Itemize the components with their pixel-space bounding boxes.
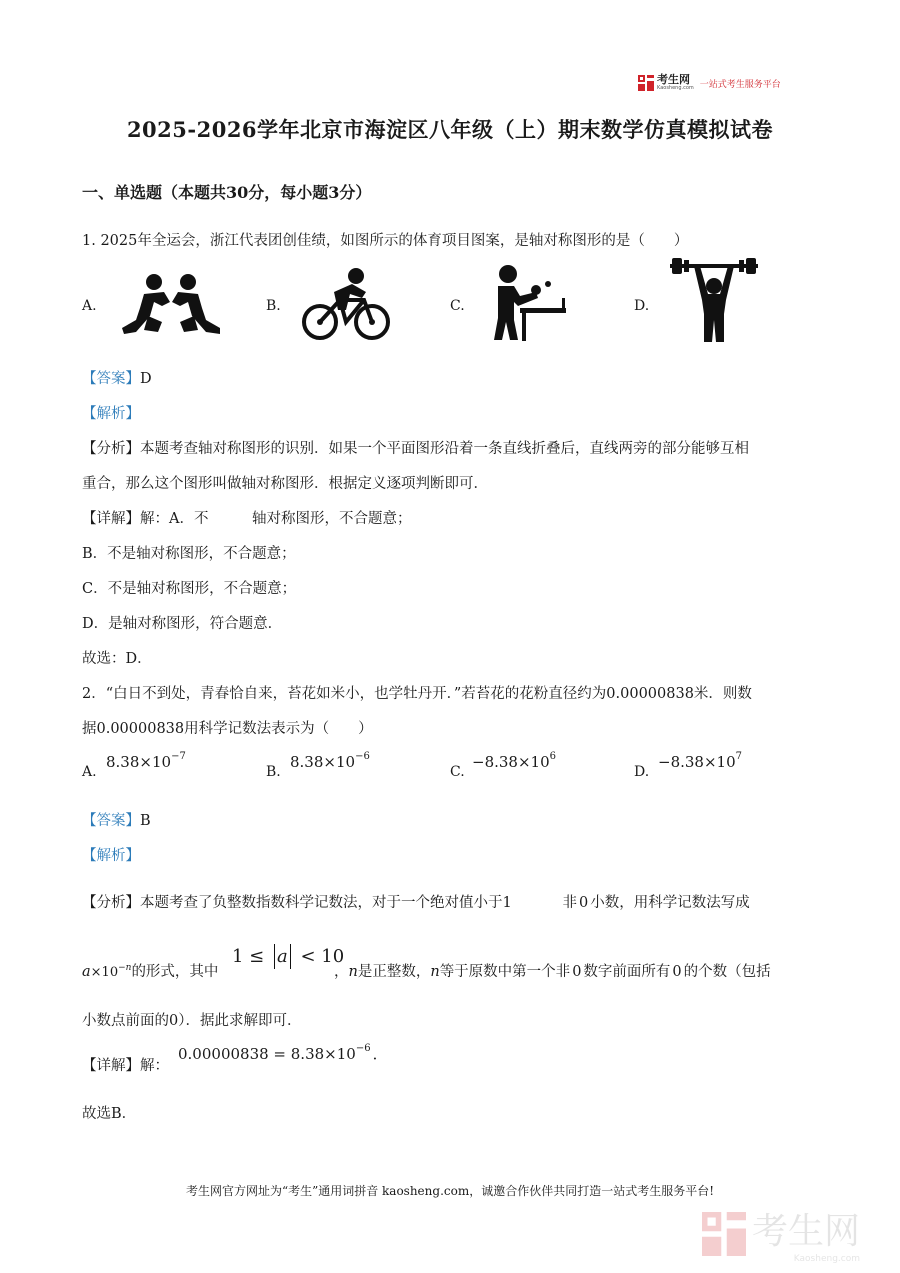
weightlifting-icon bbox=[668, 258, 760, 348]
page-title: 2025-2026学年北京市海淀区八年级（上）期末数学仿真模拟试卷 bbox=[126, 117, 774, 142]
logo-slogan: 一站式考生服务平台 bbox=[699, 79, 781, 90]
q1-detail-line: B．不是轴对称图形，不合题意； bbox=[82, 546, 296, 562]
q2-option-b-value: $8.38\times 10^{-6}$ bbox=[290, 751, 370, 771]
watermark-domain: Kaosheng.com bbox=[793, 1254, 860, 1264]
question-2-stem: 2．“白日不到处，青春恰自来，苔花如米小，也学牡丹开．”若苔花的花粉直径约为0.00000838米．则数 bbox=[82, 686, 752, 702]
q1-detail-line: 【详解】解：A．不 轴对称图形，不合题意； bbox=[82, 511, 412, 527]
kaosheng-logo-icon bbox=[638, 75, 654, 91]
q2-option-c-value: $-8.38\times 10^6$ bbox=[472, 751, 556, 771]
inequality: 1 ≤ a < 10 bbox=[232, 946, 345, 967]
logo-domain: Kaosheng.com bbox=[657, 85, 694, 91]
watermark-logo-icon bbox=[702, 1212, 746, 1256]
q2-analysis-line: $a\times 10^{-n}$的形式，其中 bbox=[82, 963, 219, 980]
q2-option-d-label: D. bbox=[634, 764, 650, 780]
q1-conclusion: 故选：D． bbox=[82, 651, 152, 667]
footer-text: 考生网官方网址为“考生”通用词拼音 kaosheng.com，诚邀合作伙伴共同打造一站式考生服务平台! bbox=[185, 1184, 715, 1198]
watermark bbox=[702, 1203, 860, 1264]
q2-answer bbox=[82, 809, 151, 830]
section-heading: 一、单选题（本题共30分，每小题3分） bbox=[82, 183, 372, 202]
logo-name: 考生网 bbox=[657, 73, 690, 86]
question-2-stem: 据0.00000838用科学记数法表示为（ ） bbox=[82, 721, 373, 737]
q1-detail-line: D．是轴对称图形，符合题意． bbox=[82, 616, 283, 632]
wrestling-icon bbox=[118, 272, 224, 344]
q1-option-a-label: A. bbox=[82, 298, 97, 314]
answer-tag: 【答案】 bbox=[82, 371, 140, 387]
q2-detail-prefix: 【详解】解： bbox=[82, 1058, 169, 1074]
q2-analysis-line: 【分析】本题考查了负整数指数科学记数法，对于一个绝对值小于1 非 0 小数，用科学记数法写成 bbox=[82, 895, 750, 911]
q2-conclusion: 故选B． bbox=[82, 1106, 137, 1122]
answer-value: D bbox=[140, 371, 152, 387]
q1-analysis-line: 重合，那么这个图形叫做轴对称图形．根据定义逐项判断即可． bbox=[82, 476, 488, 492]
q2-analysis-tag: 【解析】 bbox=[82, 848, 140, 864]
q1-option-c-label: C. bbox=[450, 298, 465, 314]
q1-analysis-tag: 【解析】 bbox=[82, 406, 140, 422]
q2-option-b-label: B. bbox=[266, 764, 281, 780]
q2-option-a-label: A. bbox=[82, 764, 97, 780]
table-tennis-icon bbox=[484, 262, 568, 346]
q2-option-c-label: C. bbox=[450, 764, 465, 780]
q2-analysis-line: ，n是正整数，n等于原数中第一个非 0 数字前面所有 0 的个数（包括 bbox=[334, 964, 771, 980]
q2-analysis-line: 小数点前面的0）．据此求解即可． bbox=[82, 1013, 302, 1029]
q1-option-b-label: B. bbox=[266, 298, 281, 314]
q2-option-d-value: $-8.38\times 10^7$ bbox=[658, 751, 742, 771]
q1-answer bbox=[82, 367, 152, 388]
site-logo[interactable] bbox=[638, 72, 781, 94]
watermark-name: 考生网 bbox=[751, 1211, 860, 1252]
q1-detail-line: C．不是轴对称图形，不合题意； bbox=[82, 581, 297, 597]
answer-value: B bbox=[140, 813, 151, 829]
q2-detail-math: $0.00000838 = 8.38\times 10^{-6}$ ． bbox=[178, 1043, 388, 1063]
q1-analysis-line: 【分析】本题考查轴对称图形的识别．如果一个平面图形沿着一条直线折叠后，直线两旁的部分能够互相 bbox=[82, 441, 749, 457]
q2-option-a-value: $8.38\times 10^{-7}$ bbox=[106, 751, 186, 771]
cycling-icon bbox=[300, 266, 392, 346]
q1-option-d-label: D. bbox=[634, 298, 650, 314]
answer-tag: 【答案】 bbox=[82, 813, 140, 829]
question-1-stem: 1. 2025年全运会，浙江代表团创佳绩，如图所示的体育项目图案，是轴对称图形的是（ ） bbox=[82, 233, 689, 249]
